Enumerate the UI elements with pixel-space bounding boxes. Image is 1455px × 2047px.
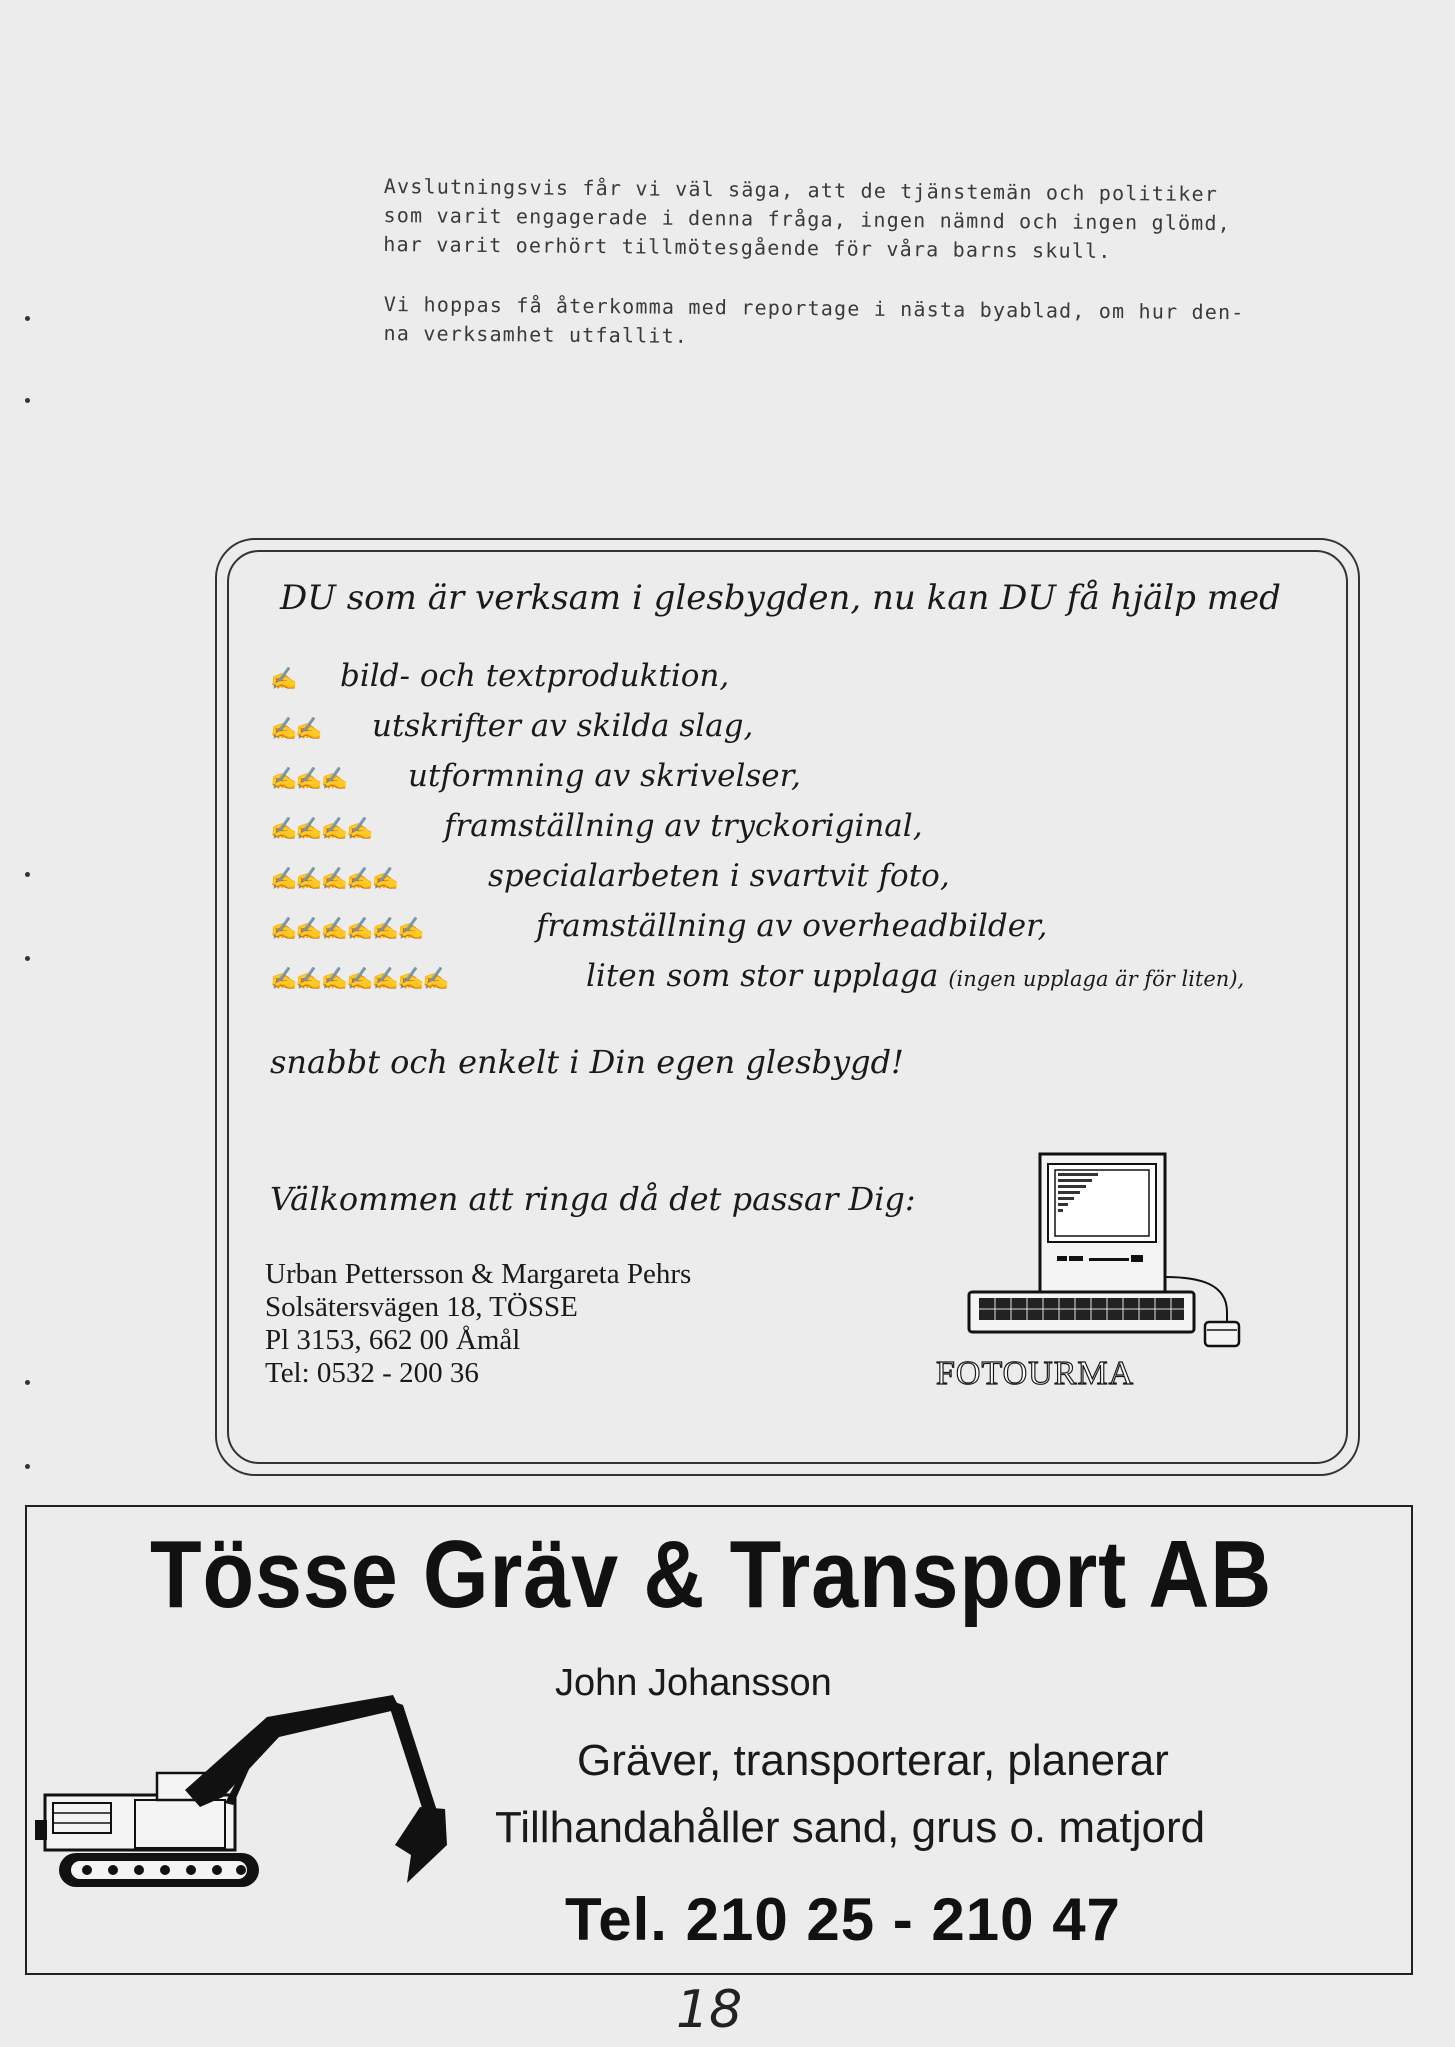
excavator-icon xyxy=(35,1695,475,1930)
margin-dot xyxy=(25,1464,30,1469)
service-text: liten som stor upplaga xyxy=(586,958,939,994)
service-text: framställning av tryckoriginal, xyxy=(444,808,923,844)
pen-icon: ✍✍ xyxy=(270,717,321,742)
pen-icon: ✍ xyxy=(270,667,296,692)
supply-line: Tillhandahåller sand, grus o. matjord xyxy=(495,1803,1206,1852)
margin-dot xyxy=(25,316,30,321)
service-item xyxy=(270,908,1047,944)
service-text: specialarbeten i svartvit foto, xyxy=(488,858,950,894)
text-line: Vi hoppas få återkomma med reportage i nästa byablad, om hur den- xyxy=(383,291,1245,325)
fotourma-logo: FOTOURMA xyxy=(936,1355,1135,1392)
contact-phone: Tel: 0532 - 200 36 xyxy=(265,1357,479,1389)
margin-dot xyxy=(25,1380,30,1385)
margin-dot xyxy=(25,872,30,877)
ad-headline: DU som är verksam i glesbygden, nu kan DU få hjälp med xyxy=(280,578,1281,618)
margin-dot xyxy=(25,956,30,961)
text-line: Avslutningsvis får vi väl säga, att de tjänstemän och politiker xyxy=(383,173,1219,207)
services-line: Gräver, transporterar, planerar xyxy=(577,1736,1169,1785)
contact-block xyxy=(265,1258,691,1390)
text-line: har varit oerhört tillmötesgående för våra barns skull. xyxy=(383,231,1112,263)
contact-names: Urban Pettersson & Margareta Pehrs xyxy=(265,1258,692,1290)
text-line: som varit engagerade i denna fråga, ingen nämnd och ingen glömd, xyxy=(383,202,1232,236)
contact-postal: Pl 3153, 662 00 Åmål xyxy=(265,1324,521,1356)
service-text: framställning av overheadbilder, xyxy=(536,908,1048,944)
text-line: na verksamhet utfallit. xyxy=(383,320,689,348)
service-item xyxy=(270,658,729,694)
service-item xyxy=(270,758,801,794)
service-item xyxy=(270,808,923,844)
ad-welcome: Välkommen att ringa då det passar Dig: xyxy=(270,1180,916,1218)
closing-paragraph xyxy=(383,172,1384,269)
phone-number: Tel. 210 25 - 210 47 xyxy=(565,1886,1121,1953)
service-text: utformning av skrivelser, xyxy=(408,758,801,794)
pen-icon: ✍✍✍✍✍✍ xyxy=(270,917,423,942)
service-item xyxy=(270,858,950,894)
pen-icon: ✍✍✍✍✍ xyxy=(270,867,397,892)
computer-icon xyxy=(965,1152,1245,1352)
margin-dot xyxy=(25,398,30,403)
contact-name: John Johansson xyxy=(555,1662,832,1704)
service-note: (ingen upplaga är för liten), xyxy=(948,967,1245,991)
service-text: bild- och textproduktion, xyxy=(340,658,730,694)
company-title: Tösse Gräv & Transport AB xyxy=(150,1521,1273,1628)
pen-icon: ✍✍✍ xyxy=(270,767,347,792)
contact-street: Solsätersvägen 18, TÖSSE xyxy=(265,1291,578,1323)
page-number: 18 xyxy=(676,1980,743,2040)
pen-icon: ✍✍✍✍ xyxy=(270,817,372,842)
service-item xyxy=(270,708,753,744)
service-item xyxy=(270,958,1244,994)
report-paragraph xyxy=(383,290,1384,358)
service-text: utskrifter av skilda slag, xyxy=(372,708,754,744)
pen-icon: ✍✍✍✍✍✍✍ xyxy=(270,967,448,992)
ad-tagline: snabbt och enkelt i Din egen glesbygd! xyxy=(270,1043,904,1081)
